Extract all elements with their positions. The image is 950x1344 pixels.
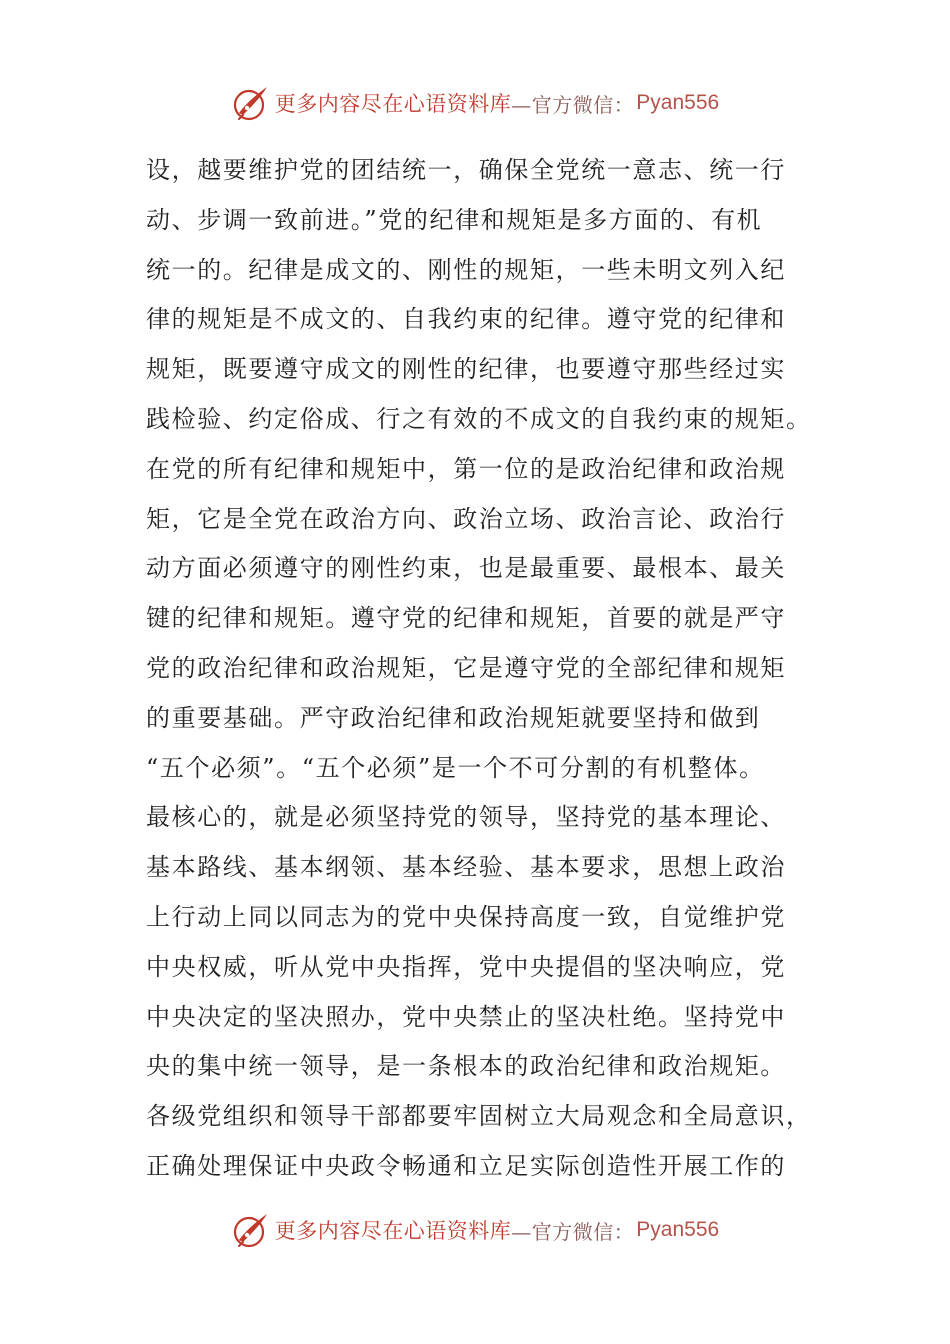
text-line: 键的纪律和规矩。遵守党的纪律和规矩，首要的就是严守 xyxy=(146,604,786,633)
document-body xyxy=(146,146,826,1192)
text-line: 最核心的，就是必须坚持党的领导，坚持党的基本理论、 xyxy=(146,803,786,832)
quill-pen-logo-icon xyxy=(231,83,271,123)
text-line: “五个必须”。“五个必须”是一个不可分割的有机整体。 xyxy=(146,753,765,782)
text-line: 上行动上同以同志为的党中央保持高度一致，自觉维护党 xyxy=(146,902,786,931)
text-line: 规矩，既要遵守成文的刚性的纪律，也要遵守那些经过实 xyxy=(146,355,786,384)
text-line: 律的规矩是不成文的、自我约束的纪律。遵守党的纪律和 xyxy=(146,305,786,334)
text-line: 党的政治纪律和政治规矩，它是遵守党的全部纪律和规矩 xyxy=(146,653,786,682)
banner-main-text: 更多内容尽在心语资料库 xyxy=(274,1219,512,1243)
text-line: 动、步调一致前进。”党的纪律和规矩是多方面的、有机 xyxy=(146,205,763,234)
text-line: 央的集中统一领导，是一条根本的政治纪律和政治规矩。 xyxy=(146,1052,786,1081)
banner-sub-text: —官方微信： xyxy=(511,1219,635,1244)
text-line: 矩，它是全党在政治方向、政治立场、政治言论、政治行 xyxy=(146,504,786,533)
text-line: 正确处理保证中央政令畅通和立足实际创造性开展工作的 xyxy=(146,1151,786,1180)
banner-wechat-id: Pyan556 xyxy=(636,1218,720,1241)
header-banner xyxy=(0,78,950,128)
footer-banner xyxy=(0,1205,950,1255)
banner-sub-text: —官方微信： xyxy=(511,92,635,117)
quill-pen-logo-icon xyxy=(231,1210,271,1250)
text-line: 基本路线、基本纲领、基本经验、基本要求，思想上政治 xyxy=(146,853,786,882)
text-line: 中央决定的坚决照办，党中央禁止的坚决杜绝。坚持党中 xyxy=(146,1002,786,1031)
text-line: 的重要基础。严守政治纪律和政治规矩就要坚持和做到 xyxy=(146,703,761,732)
banner-wechat-id: Pyan556 xyxy=(636,91,720,114)
text-line: 中央权威，听从党中央指挥，党中央提倡的坚决响应，党 xyxy=(146,952,786,981)
text-line: 各级党组织和领导干部都要牢固树立大局观念和全局意识， xyxy=(146,1102,812,1131)
text-line: 在党的所有纪律和规矩中，第一位的是政治纪律和政治规 xyxy=(146,454,786,483)
text-line: 动方面必须遵守的刚性约束，也是最重要、最根本、最关 xyxy=(146,554,786,583)
text-line: 践检验、约定俗成、行之有效的不成文的自我约束的规矩。 xyxy=(146,404,812,433)
text-line: 设，越要维护党的团结统一，确保全党统一意志、统一行 xyxy=(146,156,786,184)
text-line: 统一的。纪律是成文的、刚性的规矩，一些未明文列入纪 xyxy=(146,255,786,284)
banner-main-text: 更多内容尽在心语资料库 xyxy=(274,92,512,116)
